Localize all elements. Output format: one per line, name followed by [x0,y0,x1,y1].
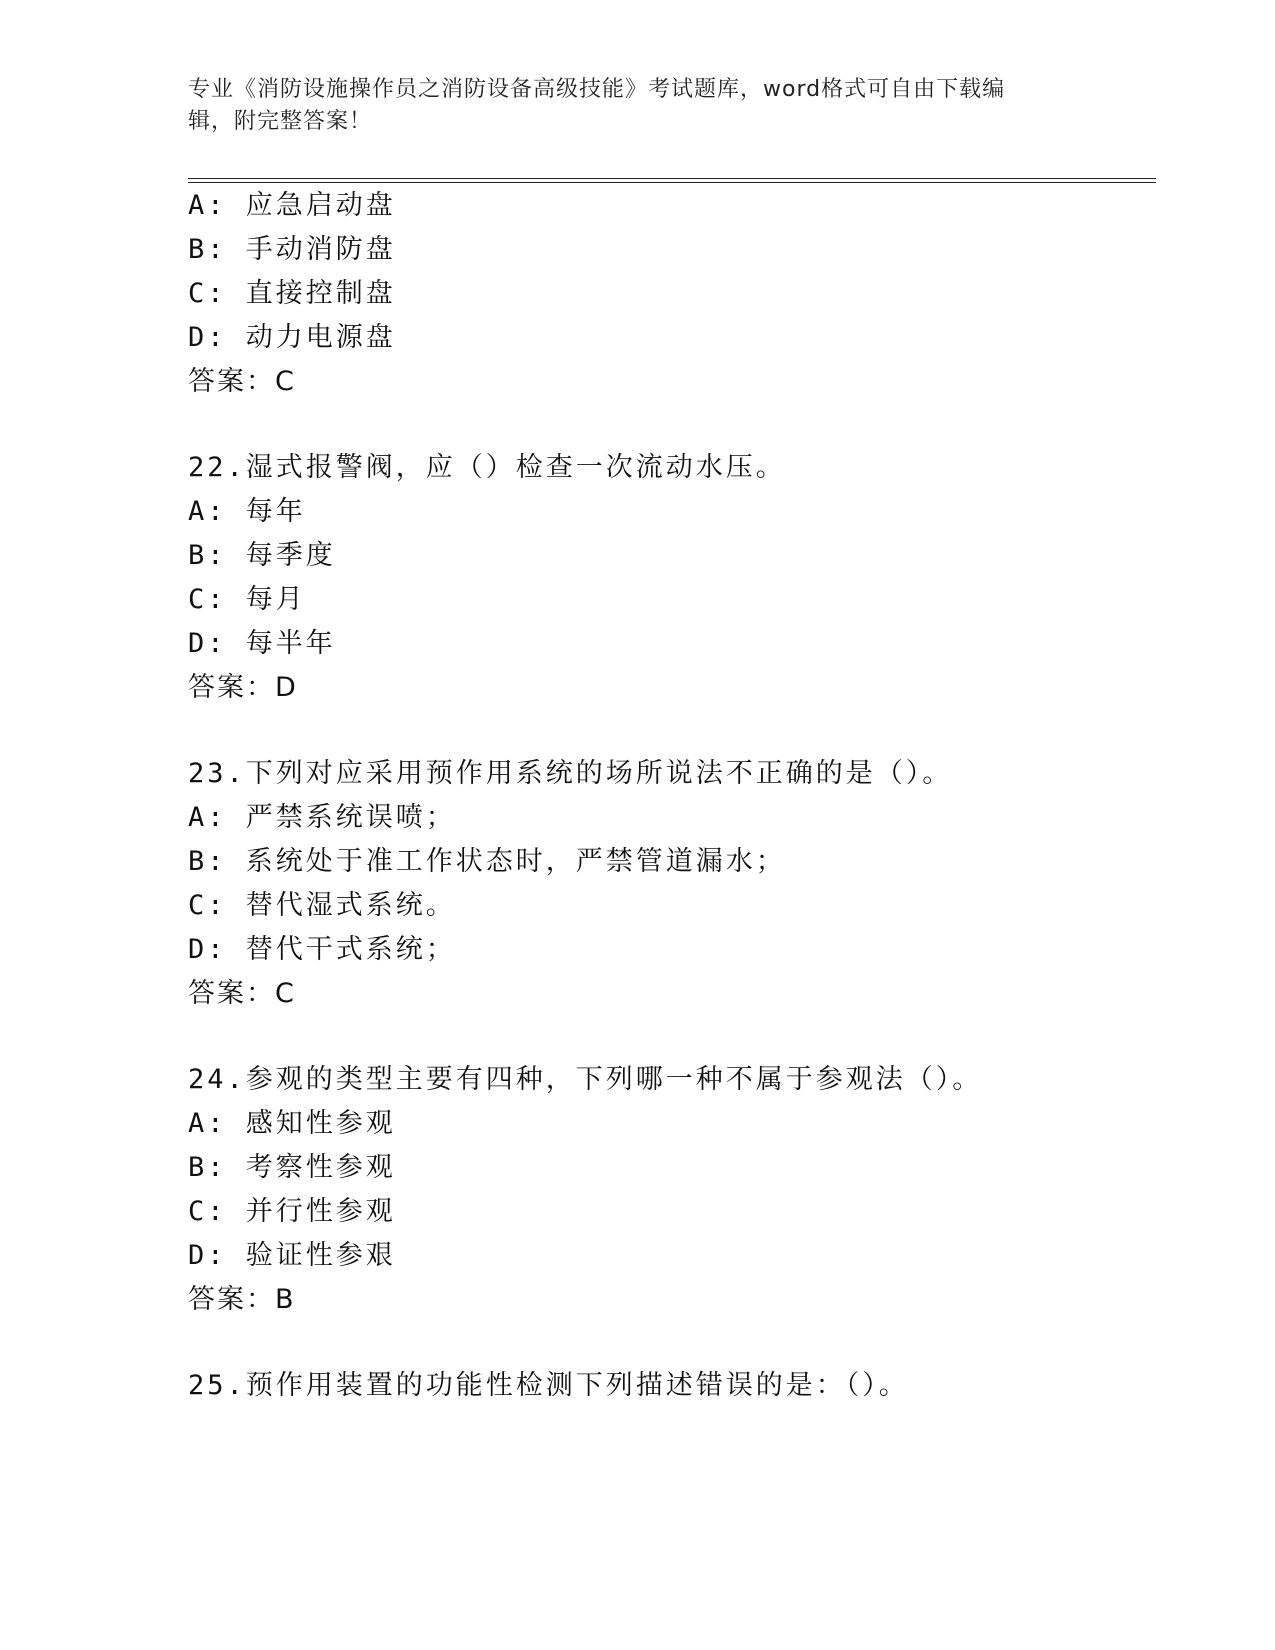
q25-stem: 25.预作用装置的功能性检测下列描述错误的是：（）。 [188,1370,909,1401]
q24-option-d: D: 验证性参艰 [188,1240,396,1271]
q21-option-b: B: 手动消防盘 [188,234,396,265]
document-header [188,74,1068,138]
q24-option-b: B: 考察性参观 [188,1152,396,1183]
q22-answer: 答案：D [188,672,298,703]
q23-option-d: D: 替代干式系统； [188,934,456,965]
q21-option-c: C: 直接控制盘 [188,278,396,309]
q24-answer: 答案：B [188,1284,296,1315]
q21-answer: 答案：C [188,366,296,397]
q23-option-c: C: 替代湿式系统。 [188,890,456,921]
header-rule-top [188,178,1156,179]
q24-option-a: A: 感知性参观 [188,1108,396,1139]
q23-answer: 答案：C [188,978,296,1009]
q22-option-b: B: 每季度 [188,540,336,571]
header-line-1: 专业《消防设施操作员之消防设备高级技能》考试题库，word格式可自由下载编 [188,77,1006,102]
q22-option-c: C: 每月 [188,584,306,615]
q24-stem: 24.参观的类型主要有四种，下列哪一种不属于参观法（）。 [188,1064,983,1095]
header-line-2: 辑，附完整答案！ [188,109,373,134]
q24-option-c: C: 并行性参观 [188,1196,396,1227]
q23-option-a: A: 严禁系统误喷； [188,802,456,833]
q22-option-a: A: 每年 [188,496,306,527]
q21-option-a: A: 应急启动盘 [188,190,396,221]
header-rule-bottom [188,182,1156,183]
q21-option-d: D: 动力电源盘 [188,322,396,353]
q23-stem: 23.下列对应采用预作用系统的场所说法不正确的是（）。 [188,758,953,789]
q23-option-b: B: 系统处于准工作状态时，严禁管道漏水； [188,846,786,877]
q22-option-d: D: 每半年 [188,628,336,659]
q22-stem: 22.湿式报警阀，应（）检查一次流动水压。 [188,452,786,483]
